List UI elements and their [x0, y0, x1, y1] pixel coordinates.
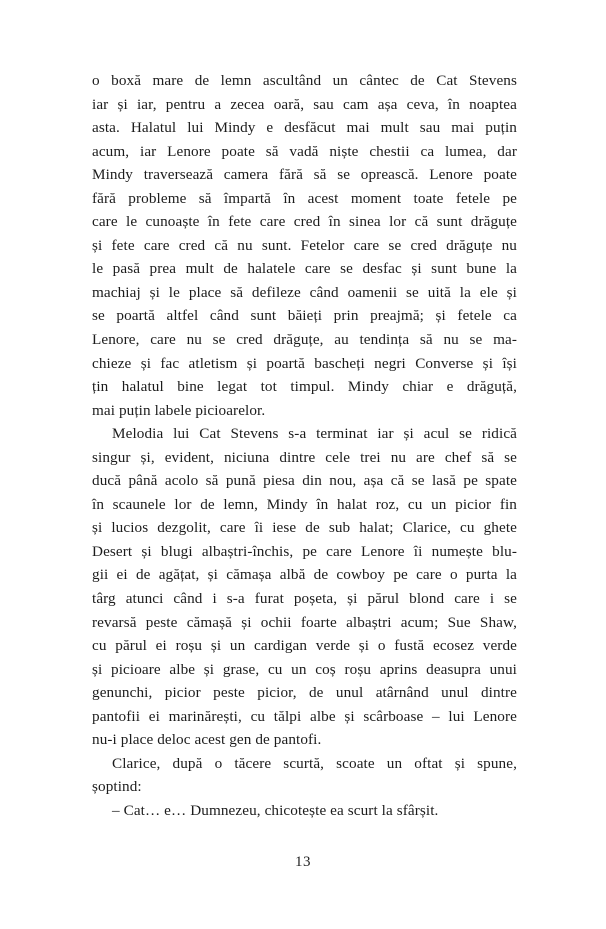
text-line: ducă până acolo să pună piesa din nou, așa că se lasă pe spate — [92, 472, 517, 490]
text-line: și picioare albe și grase, cu un coș roșu aprins deasupra unui — [92, 660, 517, 678]
text-line: iar și iar, pentru a zecea oară, sau cam așa ceva, în noaptea — [92, 95, 517, 113]
text-line: Clarice, după o tăcere scurtă, scoate un oftat și spune, — [112, 754, 517, 772]
text-line: Desert și blugi albaștri-închis, pe care Lenore îi numește blu- — [92, 542, 517, 560]
text-line: machiaj și le place să defileze când oamenii se uită la ele și — [92, 283, 517, 301]
text-line: mai puțin labele picioarelor. — [92, 401, 266, 419]
text-line: Lenore, care nu se cred drăguțe, au tendința să nu se ma- — [92, 331, 517, 349]
text-line: – Cat… e… Dumnezeu, chicotește ea scurt la sfârșit. — [112, 801, 439, 819]
text-line: se poartă altfel când sunt băieți prin preajmă; și fetele ca — [92, 307, 517, 325]
text-line: le pasă prea mult de halatele care se desfac și sunt bune la — [92, 260, 517, 278]
text-line: și lucios dezgolit, care îi iese de sub halat; Clarice, cu ghete — [92, 519, 517, 537]
text-line: țin halatul bine legat tot timpul. Mindy chiar e drăguță, — [92, 378, 517, 396]
text-line: chieze și fac atletism și poartă bascheți negri Converse și își — [92, 354, 517, 372]
text-line: care le cunoaște în fete care cred în sinea lor că sunt drăguțe — [92, 213, 517, 231]
text-line: în scaunele lor de lemn, Mindy în halat roz, cu un picior fin — [92, 495, 517, 513]
text-line: revarsă peste cămașă și ochii foarte albaștri acum; Sue Shaw, — [92, 613, 517, 631]
text-line: cu părul ei roșu și un cardigan verde și o fustă ecosez verde — [92, 637, 517, 655]
text-line: șoptind: — [92, 778, 142, 796]
text-line: Mindy traversează camera fără să se oprească. Lenore poate — [92, 166, 517, 184]
text-line: o boxă mare de lemn ascultând un cântec de Cat Stevens — [92, 72, 517, 89]
text-line: pantofii ei marinărești, cu tălpi albe și scârboase – lui Lenore — [92, 707, 517, 725]
text-line: nu-i place deloc acest gen de pantofi. — [92, 731, 322, 749]
text-line: asta. Halatul lui Mindy e desfăcut mai mult sau mai puțin — [92, 119, 517, 137]
text-line: genunchi, picior peste picior, de unul atârnând unul dintre — [92, 684, 517, 702]
page-number: 13 — [295, 854, 311, 870]
body-text — [92, 69, 517, 823]
text-line: Melodia lui Cat Stevens s-a terminat iar și acul se ridică — [112, 425, 517, 443]
text-line: singur și, evident, niciuna dintre cele trei nu are chef să se — [92, 448, 517, 466]
text-line: fără probleme să împartă în acest moment toate fetele pe — [92, 189, 517, 207]
text-line: gii ei de agățat, și cămașa albă de cowboy pe care o purta la — [92, 566, 517, 584]
text-line: și fete care cred că nu sunt. Fetelor care se cred drăguțe nu — [92, 236, 517, 254]
text-line: târg atunci când i s-a furat poșeta, și părul blond care i se — [92, 590, 517, 608]
text-line: acum, iar Lenore poate să vadă niște chestii ca lumea, dar — [92, 142, 517, 160]
